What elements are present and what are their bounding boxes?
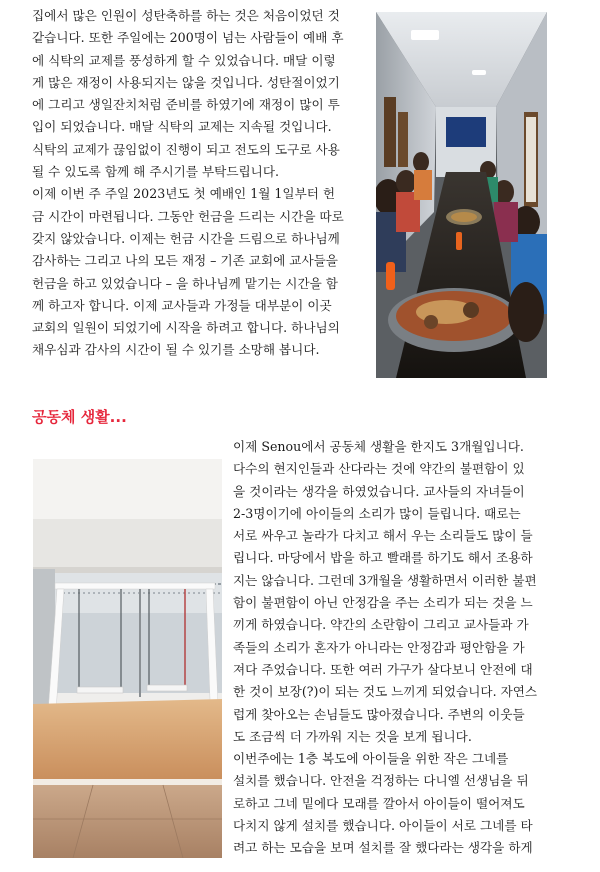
text-line: 집에서 많은 인원이 성탄축하를 하는 것은 처음이었던 것 — [32, 8, 340, 23]
text-line: 2-3명이기에 아이들의 소리가 많이 들립니다. 때로는 — [233, 505, 521, 521]
photo-swing-set — [33, 459, 222, 858]
text-line: 로하고 그네 밑에다 모래를 깔아서 아이들이 떨어져도 — [233, 795, 525, 811]
text-line: 금 시간이 마련됩니다. 그동안 헌금을 드리는 시간을 따로 — [32, 208, 344, 224]
text-line: 에 그리고 생일잔치처럼 준비를 하였기에 재정이 많이 투 — [32, 97, 340, 113]
text-line: 지는 않습니다. 그런데 3개월을 생활하면서 이러한 불편 — [233, 572, 537, 588]
text-line: 입이 되었습니다. 매달 식탁의 교제는 지속될 것입니다. — [32, 119, 332, 135]
text-line: 다치지 않게 설치를 했습니다. 아이들이 서로 그네를 타 — [233, 818, 533, 834]
text-line: 이제 Senou에서 공동체 생활을 한지도 3개월입니다. — [233, 439, 524, 454]
text-line: 서로 싸우고 놀라가 다치고 해서 우는 소리들도 많이 들 — [233, 528, 533, 544]
paragraph-christmas-offering — [32, 5, 370, 362]
text-line: 려고 하는 모습을 보며 설치를 잘 했다라는 생각을 하게 — [233, 840, 533, 856]
text-line: 식탁의 교제가 끊임없이 진행이 되고 전도의 도구로 사용 — [32, 141, 340, 157]
text-line: 이번주에는 1층 복도에 아이들을 위한 작은 그네를 — [233, 751, 509, 767]
text-line: 립니다. 마당에서 밥을 하고 빨래를 하기도 해서 조용하 — [233, 550, 533, 566]
text-line: 될 수 있도록 함께 해 주시기를 부탁드립니다. — [32, 164, 280, 180]
text-line: 에 식탁의 교제를 풍성하게 할 수 있었습니다. 매달 이렇 — [32, 52, 336, 68]
text-line: 채우심과 감사의 시간이 될 수 있기를 소망해 봅니다. — [32, 342, 320, 358]
photo-communal-meal — [376, 12, 547, 378]
text-line: 설치를 했습니다. 안전을 걱정하는 다니엘 선생님을 뒤 — [233, 773, 529, 789]
text-line: 헌금을 하고 있었습니다 – 을 하나님께 맡기는 시간을 함 — [32, 275, 338, 291]
text-line: 갖지 않았습니다. 이제는 헌금 시간을 드림으로 하나님께 — [32, 230, 340, 246]
text-line: 도 조금씩 더 가까워 지는 것을 보게 됩니다. — [233, 728, 472, 744]
text-line: 게 많은 재정이 사용되지는 않을 것입니다. 성탄절이었기 — [32, 74, 340, 90]
paragraph-community-life — [233, 436, 571, 860]
text-line: 져다 주었습니다. 또한 여러 가구가 살다보니 안전에 대 — [233, 661, 533, 677]
text-line: 함이 불편함이 아닌 안정감을 주는 소리가 되는 것을 느 — [233, 595, 533, 611]
text-line: 이제 이번 주 주일 2023년도 첫 예배인 1월 1일부터 헌 — [32, 186, 336, 202]
text-line: 을 것이라는 생각을 하였었습니다. 교사들의 자녀들이 — [233, 483, 525, 499]
text-line: 한 것이 보장(?)이 되는 것도 느끼게 되었습니다. 자연스 — [233, 684, 538, 700]
text-line: 감사하는 그리고 나의 모든 재정 – 기존 교회에 교사들을 — [32, 253, 338, 269]
text-line: 끼게 하였습니다. 약간의 소란함이 그리고 교사들과 가 — [233, 617, 529, 633]
section-heading: 공동체 생활... — [32, 408, 127, 426]
text-line: 다수의 현지인들과 산다라는 것에 약간의 불편함이 있 — [233, 461, 525, 477]
text-line: 께 하고자 합니다. 이제 교사들과 가정들 대부분이 이곳 — [32, 297, 332, 313]
text-line: 족들의 소리가 혼자가 아니라는 안정감과 평안함을 가 — [233, 639, 525, 655]
text-line: 럽게 찾아오는 손님들도 많아졌습니다. 주변의 이웃들 — [233, 706, 525, 722]
text-line: 교회의 일원이 되었기에 시작을 하려고 합니다. 하나님의 — [32, 320, 340, 336]
text-line: 같습니다. 또한 주일에는 200명이 넘는 사람들이 예배 후 — [32, 30, 344, 46]
